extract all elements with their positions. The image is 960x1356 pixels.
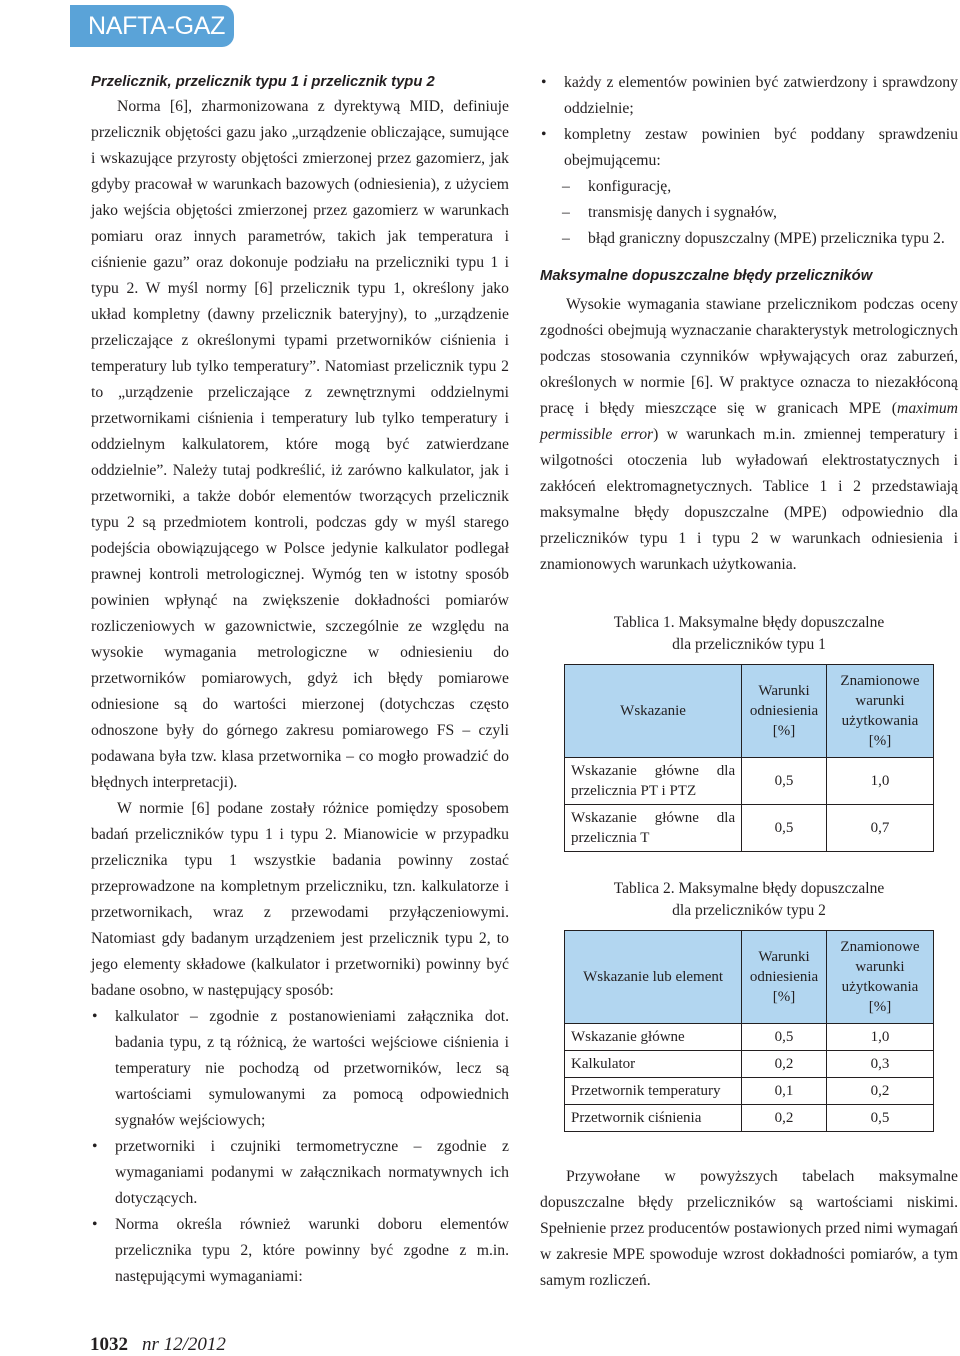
table-row bbox=[565, 1078, 934, 1105]
table-2 bbox=[564, 930, 934, 1132]
table-header-cell: Znamionowe warunki użytkowania [%] bbox=[826, 665, 933, 758]
table-cell: Przetwornik ciśnienia bbox=[565, 1105, 742, 1132]
table-row bbox=[565, 1105, 934, 1132]
table-cell: 0,5 bbox=[742, 758, 827, 805]
table-row bbox=[565, 805, 934, 852]
paragraph-mpe-text-a: Wysokie wymagania stawiane przelicznikom podczas oceny zgodności obejmują wyznaczanie charakterystyk metrologicznych podczas stosowania czynników wpływających oraz zaburzeń, określonych w normie [6]. W praktyce oznacza to niezakłóconą pracę i błędy mieszczące się w granicach MPE ( bbox=[540, 296, 958, 417]
page-number: 1032 bbox=[90, 1334, 128, 1355]
table-2-caption bbox=[540, 878, 958, 922]
requirements-bullet-list bbox=[540, 70, 958, 174]
table-2-caption-line-2: dla przeliczników typu 2 bbox=[672, 902, 826, 919]
table-1-caption-line-2: dla przeliczników typu 1 bbox=[672, 636, 826, 653]
list-item: – błąd graniczny dopuszczalny (MPE) przelicznika typu 2. bbox=[540, 226, 958, 252]
paragraph-mpe-italic: maximum permissible error bbox=[540, 400, 958, 443]
left-column bbox=[91, 70, 509, 1290]
table-cell: Wskazanie główne dla przelicznia T bbox=[565, 805, 742, 852]
table-2-caption-line-1: Tablica 2. Maksymalne błędy dopuszczalne bbox=[613, 880, 885, 897]
list-item: • Norma określa również warunki doboru elementów przelicznika typu 2, które powinny być zgodne z m.in. następującymi wymaganiami: bbox=[91, 1212, 509, 1290]
table-cell: Wskazanie główne bbox=[565, 1024, 742, 1051]
requirements-dash-list bbox=[540, 174, 958, 252]
right-column bbox=[540, 70, 958, 1294]
list-item: – transmisję danych i sygnałów, bbox=[540, 200, 958, 226]
list-item: • przetworniki i czujniki termometryczne – zgodnie z wymaganiami podanymi w załącznikach normatywnych ich dotyczących. bbox=[91, 1134, 509, 1212]
paragraph-mpe-text-b: ) w warunkach m.in. zmiennej temperatury i wilgotności otoczenia lub wyładowań elektrostatycznych i zakłóceń elektromagnetycznych. Tablice 1 i 2 przedstawiają maksymalne błędy dopuszczalne (MPE) odpowiednio dla przeliczników typu 1 i typu 2 w warunkach odniesienia i znamionowych warunkach użytkowania. bbox=[540, 426, 958, 573]
list-item: • każdy z elementów powinien być zatwierdzony i sprawdzony oddzielnie; bbox=[540, 70, 958, 122]
test-bullet-list bbox=[91, 1004, 509, 1290]
table-header-cell: Znamionowe warunki użytkowania [%] bbox=[826, 931, 933, 1024]
issue-label: nr 12/2012 bbox=[142, 1334, 226, 1355]
table-cell: 0,2 bbox=[742, 1051, 827, 1078]
table-cell: 0,5 bbox=[742, 805, 827, 852]
paragraph-summary: Przywołane w powyższych tabelach maksymalne dopuszczalne błędy przeliczników są wartościami niskimi. Spełnienie przez producentów postawionych przed nimi wymagań w zakresie MPE spowoduje wzrost dokładności pomiarów, a tym samym rozliczeń. bbox=[540, 1168, 958, 1289]
paragraph-tests: W normie [6] podane zostały różnice pomiędzy sposobem badań przeliczników typu 1 i typu 2. Mianowicie w przypadku przelicznika typu 1 wszystkie badania powinny zostać przeprowadzone na kompletnym przeliczniku, tzn. kalkulatorze i przetwornikach, wraz z przewodami przyłączeniowymi. Natomiast gdy badanym urządzeniem jest przelicznik typu 2, to jego elementy składowe (kalkulator i przetworniki) powinny być badane osobno, w następujący sposób: bbox=[91, 800, 509, 999]
table-header-cell: Wskazanie bbox=[565, 665, 742, 758]
list-item: – konfigurację, bbox=[540, 174, 958, 200]
table-cell: 0,2 bbox=[826, 1078, 933, 1105]
table-cell: 0,2 bbox=[742, 1105, 827, 1132]
page-footer bbox=[90, 1334, 226, 1356]
table-header-cell: Warunki odniesienia [%] bbox=[742, 665, 827, 758]
table-row bbox=[565, 1024, 934, 1051]
table-header-row bbox=[565, 665, 934, 758]
list-item: • kompletny zestaw powinien być poddany sprawdzeniu obejmującemu: bbox=[540, 122, 958, 174]
section-heading-mpe: Maksymalne dopuszczalne błędy przeliczników bbox=[540, 268, 873, 284]
table-header-cell: Warunki odniesienia [%] bbox=[742, 931, 827, 1024]
table-cell: 0,7 bbox=[826, 805, 933, 852]
table-header-row bbox=[565, 931, 934, 1024]
table-row bbox=[565, 758, 934, 805]
table-row bbox=[565, 1051, 934, 1078]
journal-badge: NAFTA-GAZ bbox=[70, 5, 234, 47]
section-heading-przelicznik: Przelicznik, przelicznik typu 1 i przelicznik typu 2 bbox=[91, 74, 435, 90]
table-cell: Kalkulator bbox=[565, 1051, 742, 1078]
table-cell: Przetwornik temperatury bbox=[565, 1078, 742, 1105]
table-1 bbox=[564, 664, 934, 852]
table-cell: Wskazanie główne dla przelicznia PT i PTZ bbox=[565, 758, 742, 805]
table-cell: 1,0 bbox=[826, 1024, 933, 1051]
table-header-cell: Wskazanie lub element bbox=[565, 931, 742, 1024]
table-1-caption bbox=[540, 612, 958, 656]
table-cell: 0,5 bbox=[826, 1105, 933, 1132]
table-cell: 1,0 bbox=[826, 758, 933, 805]
table-1-caption-line-1: Tablica 1. Maksymalne błędy dopuszczalne bbox=[613, 614, 885, 631]
table-cell: 0,3 bbox=[826, 1051, 933, 1078]
paragraph-intro: Norma [6], zharmonizowana z dyrektywą MID, definiuje przelicznik objętości gazu jako „urządzenie obliczające, sumujące i wskazujące przyrosty objętości zmierzonej przez gazomierz, jak gdyby pracował w warunkach bazowych (odniesienia), z użyciem jako wejścia objętości zmierzonej przez gazomierz w warunkach pomiaru oraz innych parametrów, takich jak temperatura i ciśnienie gazu” oraz dokonuje podziału na przeliczniki typu 1 i typu 2. W myśl normy [6] przelicznik typu 1, określony jako układ kompletny (dawny przelicznik bateryjny), to „urządzenie przeliczające z określonymi typami przetworników ciśnienia i temperatury lub tylko temperatury”. Natomiast przelicznik typu 2 to „urządzenie przeliczające z zewnętrznymi oddzielnymi przetwornikami ciśnienia i temperatury lub tylko temperatury i oddzielnym kalkulatorem, które mogą być zatwierdzane oddzielnie”. Należy tutaj podkreślić, iż zarówno kalkulator, jak i przetworniki, a także dobór elementów tworzących przelicznik typu 2 są przedmiotem kontroli, podczas gdy w myśl starego podejścia obowiązującego w Polsce jedynie kalkulator podlegał prawnej kontroli metrologicznej. Wymóg ten w istotny sposób powinien wpłynąć na zwiększenie dokładności pomiarów rozliczeniowych w gazownictwie, szczególnie ze względu na wysokie wymagania metrologiczne w odniesieniu do przetworników pomiarowych, gdyż ich błędy pomiarowe odniesione są do wartości mierzonej (dotychczas często odnoszone były do górnego zakresu pomiarowego FS – czyli podawana była tzw. klasa przetwornika – co mogło prowadzić do błędnych interpretacji). bbox=[91, 98, 509, 791]
table-cell: 0,5 bbox=[742, 1024, 827, 1051]
list-item: • kalkulator – zgodnie z postanowieniami załącznika dot. badania typu, z tą różnicą, że wartości wejściowe ciśnienia i temperatury nie pochodzą od przetworników, lecz są wartościami symulowanymi za pomocą odpowiednich sygnałów wejściowych; bbox=[91, 1004, 509, 1134]
paragraph-mpe bbox=[540, 292, 958, 578]
table-cell: 0,1 bbox=[742, 1078, 827, 1105]
